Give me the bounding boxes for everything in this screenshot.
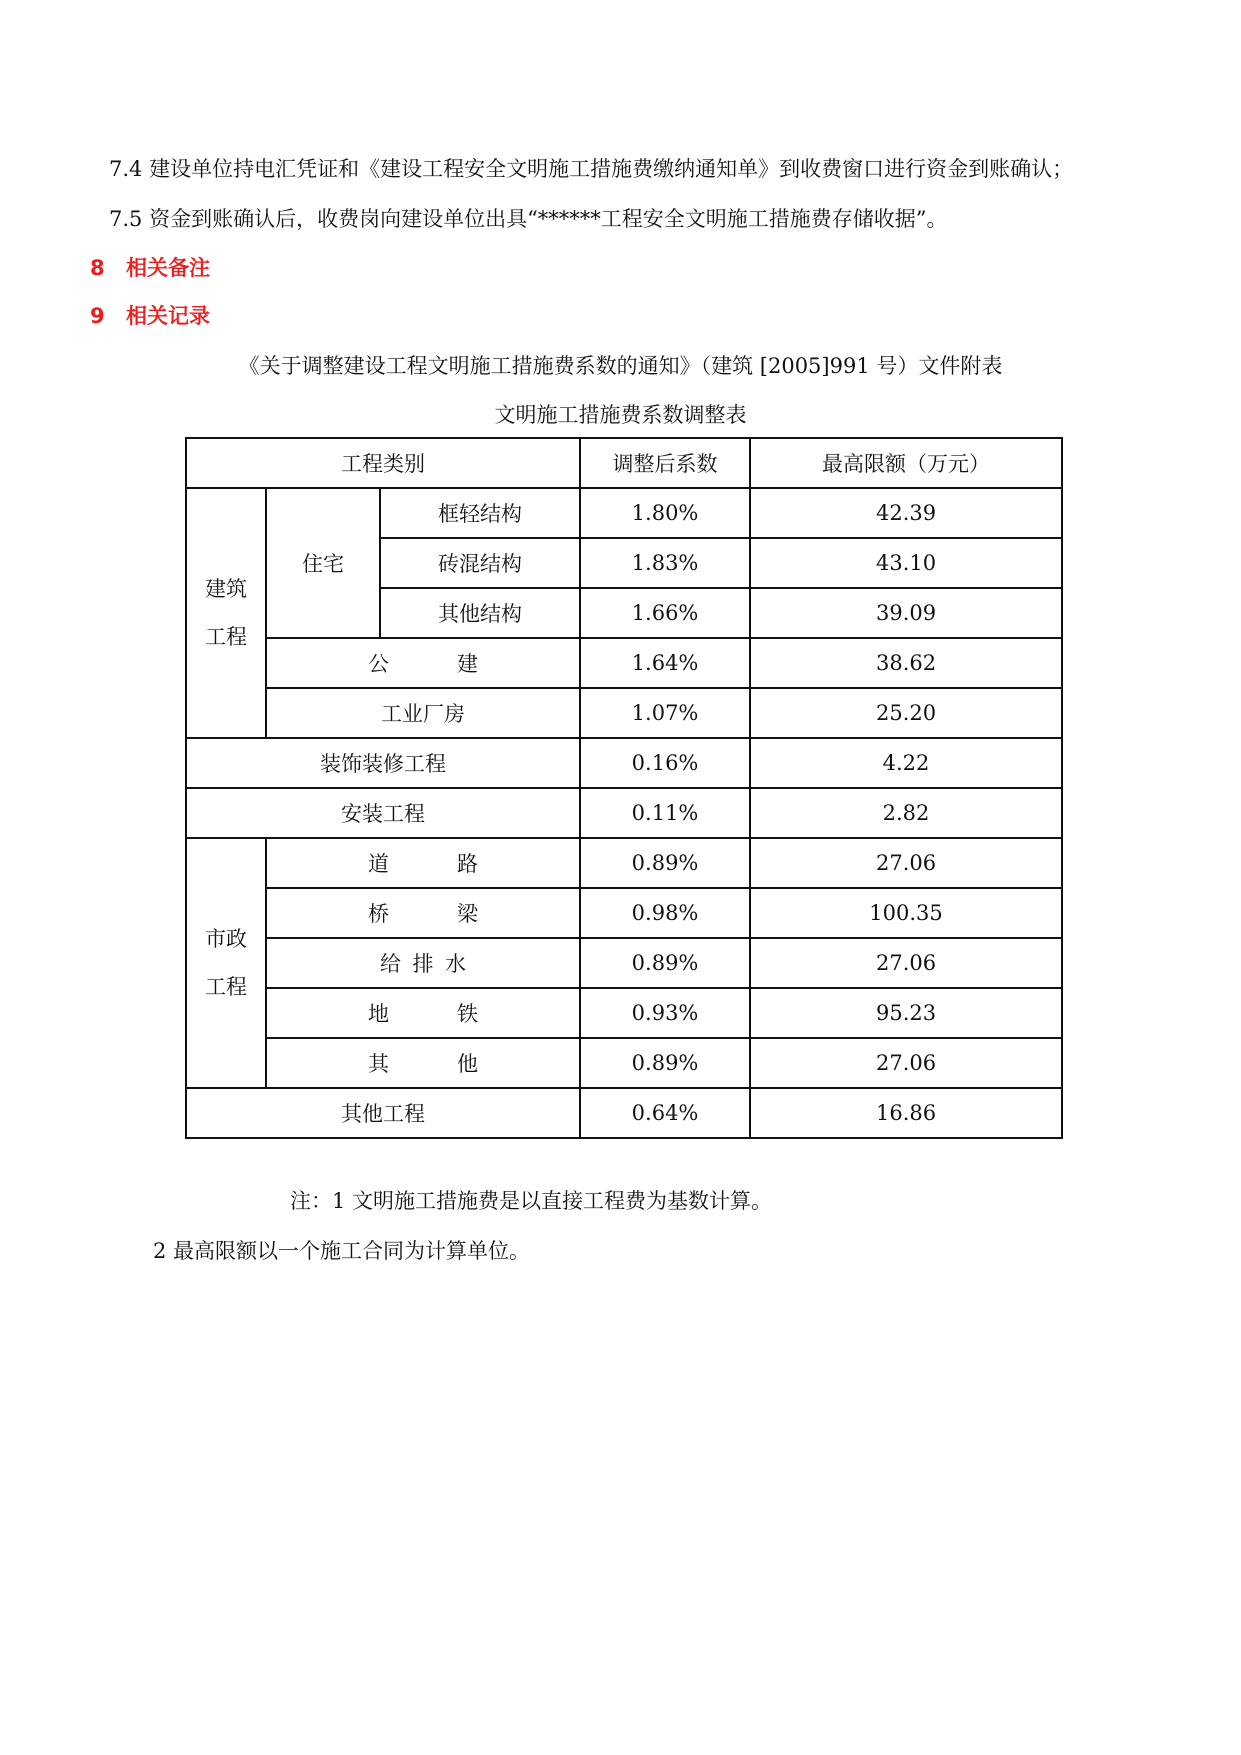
row-limit: 39.09 xyxy=(750,588,1062,638)
residential-group-cell: 住宅 xyxy=(266,488,380,638)
row-name xyxy=(266,938,580,988)
municipal-group-line2: 工程 xyxy=(205,975,247,999)
row-limit: 4.22 xyxy=(750,738,1062,788)
row-coef: 0.93% xyxy=(580,988,750,1038)
section-heading-8 xyxy=(90,252,210,282)
paragraph-7-4: 7.4 建设单位持电汇凭证和《建设工程安全文明施工措施费缴纳通知单》到收费窗口进行资金到账确认； xyxy=(109,157,1074,181)
row-limit: 42.39 xyxy=(750,488,1062,538)
row-coef: 1.66% xyxy=(580,588,750,638)
row-name: 其他工程 xyxy=(186,1088,580,1138)
row-name: 工业厂房 xyxy=(266,688,580,738)
row-coef: 1.64% xyxy=(580,638,750,688)
row-name: 安装工程 xyxy=(186,788,580,838)
table-header-row xyxy=(186,438,1062,488)
table-row xyxy=(186,488,1062,538)
table-row xyxy=(186,838,1062,888)
row-name xyxy=(266,638,580,688)
section-number: 8 xyxy=(90,256,105,280)
row-name xyxy=(266,988,580,1038)
row-name-text: 地 铁 xyxy=(368,1002,479,1026)
row-limit: 27.06 xyxy=(750,938,1062,988)
row-name: 装饰装修工程 xyxy=(186,738,580,788)
row-name xyxy=(266,1038,580,1088)
row-coef: 0.64% xyxy=(580,1088,750,1138)
row-limit: 100.35 xyxy=(750,888,1062,938)
row-limit: 95.23 xyxy=(750,988,1062,1038)
row-name-text: 公 建 xyxy=(368,652,479,676)
building-group-line2: 工程 xyxy=(205,625,247,649)
row-name: 其他结构 xyxy=(380,588,580,638)
header-limit: 最高限额（万元） xyxy=(750,438,1062,488)
table-row xyxy=(186,1088,1062,1138)
row-limit: 27.06 xyxy=(750,838,1062,888)
paragraph-7-5: 7.5 资金到账确认后，收费岗向建设单位出具“******工程安全文明施工措施费存储收据”。 xyxy=(109,207,948,231)
coefficient-table xyxy=(185,437,1063,1139)
row-coef: 0.11% xyxy=(580,788,750,838)
row-limit: 16.86 xyxy=(750,1088,1062,1138)
row-name: 砖混结构 xyxy=(380,538,580,588)
table-row xyxy=(186,938,1062,988)
row-coef: 1.07% xyxy=(580,688,750,738)
row-coef: 0.89% xyxy=(580,938,750,988)
note-2: 2 最高限额以一个施工合同为计算单位。 xyxy=(153,1239,531,1263)
row-name-text: 给排水 xyxy=(380,952,467,976)
table-title: 文明施工措施费系数调整表 xyxy=(494,403,747,427)
row-coef: 0.89% xyxy=(580,838,750,888)
attachment-caption: 《关于调整建设工程文明施工措施费系数的通知》（建筑 [2005]991 号）文件附表 xyxy=(238,354,1003,378)
table-row xyxy=(186,988,1062,1038)
row-name-text: 桥 梁 xyxy=(368,902,479,926)
row-name-text: 其 他 xyxy=(368,1052,479,1076)
row-coef: 0.98% xyxy=(580,888,750,938)
section-number: 9 xyxy=(90,304,105,328)
table-row xyxy=(186,888,1062,938)
row-coef: 0.89% xyxy=(580,1038,750,1088)
section-title: 相关备注 xyxy=(126,256,210,280)
building-group-line1: 建筑 xyxy=(205,577,247,601)
row-name: 框轻结构 xyxy=(380,488,580,538)
municipal-group-cell xyxy=(186,838,266,1088)
row-limit: 27.06 xyxy=(750,1038,1062,1088)
note-1: 注：1 文明施工措施费是以直接工程费为基数计算。 xyxy=(290,1189,773,1213)
row-coef: 0.16% xyxy=(580,738,750,788)
row-limit: 2.82 xyxy=(750,788,1062,838)
row-name xyxy=(266,888,580,938)
header-coef: 调整后系数 xyxy=(580,438,750,488)
row-coef: 1.83% xyxy=(580,538,750,588)
row-coef: 1.80% xyxy=(580,488,750,538)
table-row xyxy=(186,688,1062,738)
row-limit: 25.20 xyxy=(750,688,1062,738)
row-name xyxy=(266,838,580,888)
row-limit: 38.62 xyxy=(750,638,1062,688)
row-name-text: 道 路 xyxy=(368,852,479,876)
table-row xyxy=(186,738,1062,788)
table-row xyxy=(186,1038,1062,1088)
section-title: 相关记录 xyxy=(126,304,210,328)
row-limit: 43.10 xyxy=(750,538,1062,588)
table-row xyxy=(186,638,1062,688)
municipal-group-line1: 市政 xyxy=(205,927,247,951)
table-row xyxy=(186,788,1062,838)
header-category: 工程类别 xyxy=(186,438,580,488)
building-group-cell xyxy=(186,488,266,738)
section-heading-9 xyxy=(90,300,210,330)
